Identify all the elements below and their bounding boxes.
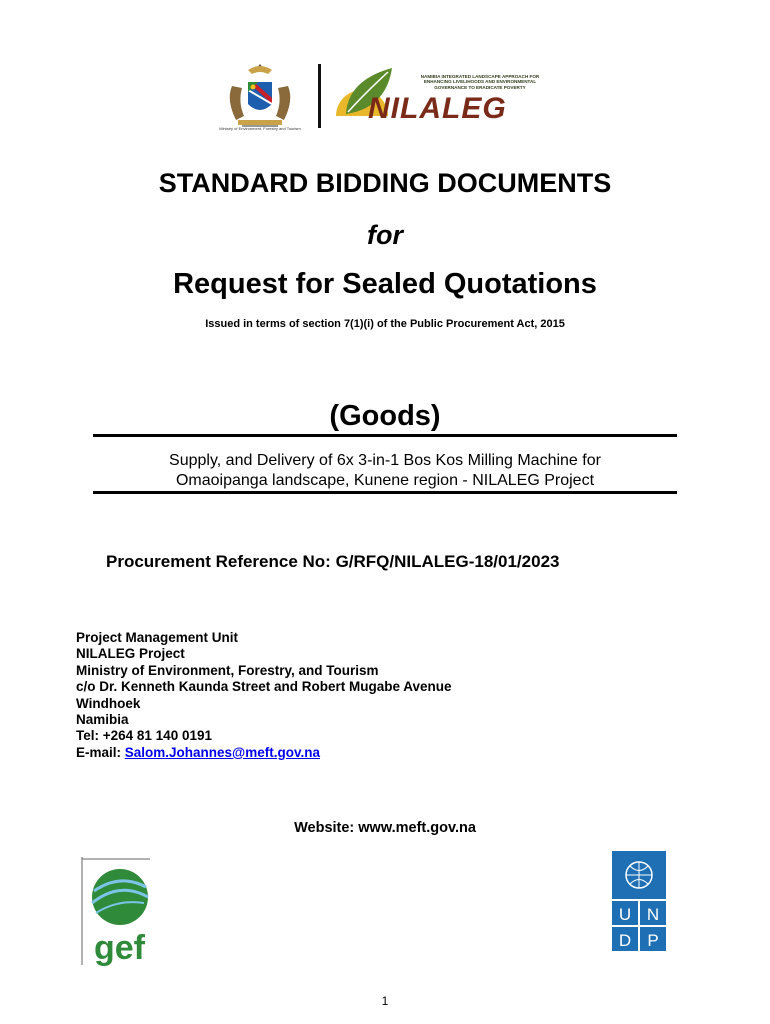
gef-wordmark: gef xyxy=(94,929,145,967)
address-block xyxy=(76,630,452,761)
header-divider xyxy=(318,64,321,128)
undp-letter: D xyxy=(618,931,632,950)
namibia-coat-of-arms-logo xyxy=(218,60,302,134)
document-for: for xyxy=(367,220,403,250)
page-number: 1 xyxy=(381,994,389,1008)
address-line: Namibia xyxy=(76,712,129,728)
nilaleg-tagline-line: GOVERNANCE TO ERADICATE POVERTY xyxy=(434,84,526,90)
nilaleg-tagline-line: ENHANCING LIVELIHOODS AND ENVIRONMENTAL xyxy=(423,79,537,85)
address-line: Project Management Unit xyxy=(76,630,239,645)
nilaleg-wordmark: NILALEG xyxy=(368,92,507,125)
address-line: NILALEG Project xyxy=(76,646,185,662)
email-label: E-mail: xyxy=(76,744,125,760)
undp-letter: N xyxy=(646,905,660,924)
supply-description-line: Omaoipanga landscape, Kunene region - NILALEG Project xyxy=(175,472,595,489)
undp-letter: P xyxy=(647,931,659,950)
email-line xyxy=(76,745,452,761)
undp-letter: U xyxy=(618,905,632,924)
address-line: c/o Dr. Kenneth Kaunda Street and Robert Mugabe Avenue xyxy=(76,679,452,695)
undp-logo xyxy=(612,851,666,951)
supply-description-line: Supply, and Delivery of 6x 3-in-1 Bos Kos Milling Machine for xyxy=(169,452,601,469)
document-title: STANDARD BIDDING DOCUMENTS xyxy=(158,168,612,198)
divider-top xyxy=(93,434,677,437)
document-category: (Goods) xyxy=(329,400,441,432)
address-line: Tel: +264 81 140 0191 xyxy=(76,728,212,744)
address-line: Ministry of Environment, Forestry, and Tourism xyxy=(76,662,379,678)
procurement-reference: Procurement Reference No: G/RFQ/NILALEG-18/01/2023 xyxy=(106,552,560,571)
nilaleg-tagline xyxy=(420,74,540,90)
website-line: Website: www.meft.gov.na xyxy=(294,820,476,836)
document-subtitle: Request for Sealed Quotations xyxy=(173,268,597,300)
gef-logo xyxy=(80,857,156,967)
ministry-caption: Ministry of Environment, Forestry and Tourism xyxy=(219,126,301,131)
email-link[interactable]: Salom.Johannes@meft.gov.na xyxy=(124,744,320,760)
address-line: Windhoek xyxy=(76,695,141,711)
issued-statement: Issued in terms of section 7(1)(i) of the Public Procurement Act, 2015 xyxy=(205,318,565,330)
nilaleg-tagline-line: NAMIBIA INTEGRATED LANDSCAPE APPROACH FOR xyxy=(420,74,540,79)
divider-bottom xyxy=(93,491,677,494)
